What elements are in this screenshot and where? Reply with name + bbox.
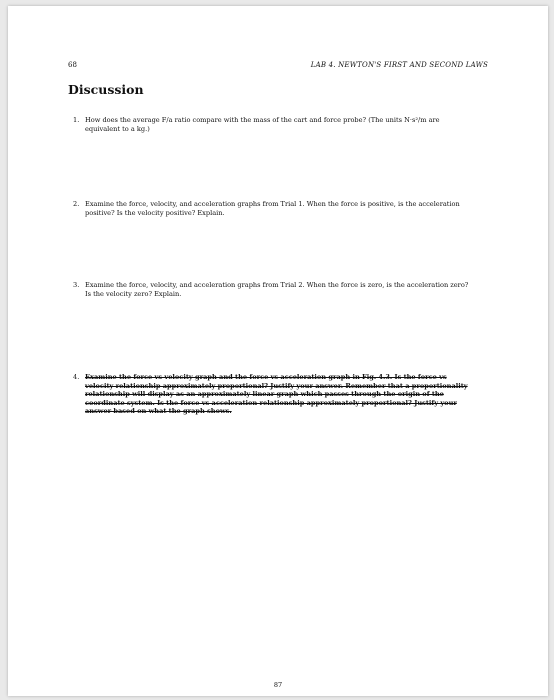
question-2 (73, 200, 473, 218)
document-page (8, 6, 548, 696)
question-text: Examine the force, velocity, and acceleration graphs from Trial 2. When the force is zero, is the acceleration zero? Is the velocity zero? Explain. (85, 281, 469, 298)
question-3 (73, 281, 473, 299)
footer-page-number: 87 (273, 681, 283, 689)
header-page-number: 68 (68, 61, 77, 69)
question-4-struck-through (73, 373, 473, 416)
question-text: How does the average F/a ratio compare with the mass of the cart and force probe? (The units N·s²/m are equivalent to a kg.) (85, 116, 440, 133)
question-number: 2. (73, 200, 80, 208)
question-text: Examine the force vs velocity graph and the force vs acceleration graph in Fig. 4.3. Is the force vs velocity relationship approximately proportional? Justify your answer. Remember that a proportionality relationship will display as an approximately linear graph which passes through the origin of the coordinate system. Is the force vs acceleration relationship approximately proportional? Justify your answer based on what the graph shows. (85, 373, 468, 416)
section-title: Discussion (68, 82, 144, 97)
question-number: 1. (73, 116, 80, 124)
question-1 (73, 116, 473, 134)
question-text: Examine the force, velocity, and acceleration graphs from Trial 1. When the force is positive, is the acceleration positive? Is the velocity positive? Explain. (85, 200, 460, 217)
running-title: LAB 4. NEWTON'S FIRST AND SECOND LAWS (310, 61, 488, 69)
question-number: 4. (73, 373, 80, 381)
question-number: 3. (73, 281, 80, 289)
